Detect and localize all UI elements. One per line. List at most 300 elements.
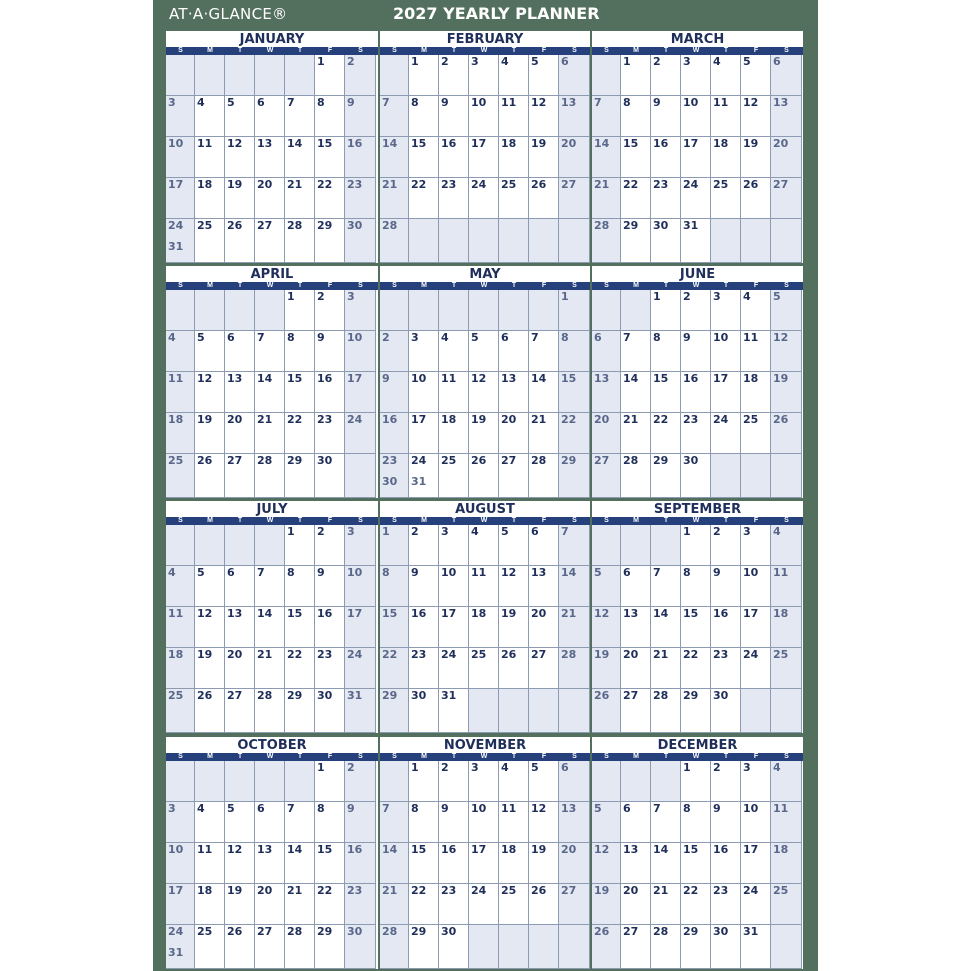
day-cell bbox=[409, 802, 439, 843]
day-number: 18 bbox=[441, 413, 457, 426]
day-cell bbox=[469, 566, 499, 607]
day-number: 17 bbox=[743, 607, 759, 620]
day-number: 16 bbox=[411, 607, 427, 620]
day-cell bbox=[166, 607, 195, 648]
day-number: 12 bbox=[531, 802, 547, 815]
day-number: 31 bbox=[168, 240, 184, 253]
day-number: 15 bbox=[683, 607, 699, 620]
day-number: 12 bbox=[743, 96, 759, 109]
day-cell bbox=[621, 607, 651, 648]
weekday-letter: T bbox=[511, 282, 517, 289]
day-cell bbox=[225, 566, 255, 607]
day-number: 19 bbox=[501, 607, 517, 620]
day-cell bbox=[621, 884, 651, 925]
day-number: 24 bbox=[347, 413, 363, 426]
weekday-letter: F bbox=[541, 753, 547, 760]
weekday-letter: S bbox=[358, 47, 363, 54]
day-number: 29 bbox=[317, 925, 333, 938]
day-number: 9 bbox=[382, 372, 390, 385]
day-number: 31 bbox=[411, 475, 427, 488]
day-number: 6 bbox=[561, 761, 569, 774]
day-cell bbox=[529, 290, 559, 331]
day-cell bbox=[529, 802, 559, 843]
day-number: 5 bbox=[743, 55, 751, 68]
day-number: 16 bbox=[347, 137, 363, 150]
day-number: 23 bbox=[441, 884, 457, 897]
day-cell bbox=[409, 454, 439, 498]
day-cell bbox=[255, 372, 285, 413]
day-cell bbox=[439, 843, 469, 884]
day-number: 30 bbox=[713, 689, 729, 702]
day-number: 2 bbox=[347, 761, 355, 774]
day-cell bbox=[711, 96, 741, 137]
day-number: 28 bbox=[653, 689, 669, 702]
day-number: 4 bbox=[773, 761, 781, 774]
day-number: 3 bbox=[471, 55, 479, 68]
day-number: 30 bbox=[382, 475, 398, 488]
day-number: 4 bbox=[471, 525, 479, 538]
day-number: 20 bbox=[561, 843, 577, 856]
weekday-header bbox=[166, 753, 378, 761]
day-cell bbox=[771, 761, 802, 802]
day-cell bbox=[285, 884, 315, 925]
day-number: 1 bbox=[317, 761, 325, 774]
weekday-letter: T bbox=[511, 47, 517, 54]
day-cell bbox=[345, 55, 376, 96]
day-number: 16 bbox=[347, 843, 363, 856]
day-cell bbox=[559, 689, 590, 733]
day-cell bbox=[469, 219, 499, 263]
day-cell bbox=[681, 925, 711, 969]
day-cell bbox=[529, 761, 559, 802]
day-number: 7 bbox=[653, 566, 661, 579]
day-number: 18 bbox=[773, 843, 789, 856]
day-cell bbox=[499, 802, 529, 843]
weekday-letter: W bbox=[266, 753, 274, 760]
day-number: 1 bbox=[561, 290, 569, 303]
weekday-letter: T bbox=[451, 47, 457, 54]
weekday-letter: F bbox=[327, 517, 333, 524]
day-number: 24 bbox=[411, 454, 427, 467]
day-cell bbox=[195, 607, 225, 648]
day-cell bbox=[345, 925, 376, 969]
weekday-letter: M bbox=[207, 47, 213, 54]
day-cell bbox=[651, 219, 681, 263]
day-number: 1 bbox=[287, 290, 295, 303]
day-cell bbox=[592, 566, 621, 607]
day-cell bbox=[771, 925, 802, 969]
month-name: MAY bbox=[469, 267, 501, 282]
day-cell bbox=[195, 525, 225, 566]
day-number: 29 bbox=[411, 925, 427, 938]
day-cell bbox=[771, 525, 802, 566]
weekday-letter: S bbox=[178, 47, 183, 54]
day-cell bbox=[771, 178, 802, 219]
day-cell bbox=[651, 689, 681, 733]
day-number: 5 bbox=[594, 566, 602, 579]
day-cell bbox=[681, 607, 711, 648]
day-number: 3 bbox=[713, 290, 721, 303]
weekday-letter: M bbox=[633, 517, 639, 524]
day-cell bbox=[439, 55, 469, 96]
day-cell bbox=[559, 178, 590, 219]
day-cell bbox=[621, 689, 651, 733]
day-cell bbox=[285, 178, 315, 219]
day-number: 31 bbox=[347, 689, 363, 702]
day-cell bbox=[499, 566, 529, 607]
day-cell bbox=[380, 525, 409, 566]
day-cell bbox=[651, 96, 681, 137]
day-number: 26 bbox=[531, 884, 547, 897]
day-cell bbox=[409, 925, 439, 969]
weekday-letter: T bbox=[723, 282, 729, 289]
day-number: 26 bbox=[594, 689, 610, 702]
weekday-letter: T bbox=[723, 753, 729, 760]
day-number: 2 bbox=[713, 525, 721, 538]
day-number: 22 bbox=[287, 413, 303, 426]
weekday-letter: F bbox=[327, 47, 333, 54]
day-cell bbox=[771, 55, 802, 96]
day-cell bbox=[529, 96, 559, 137]
day-number: 30 bbox=[653, 219, 669, 232]
day-number: 30 bbox=[347, 925, 363, 938]
day-number: 26 bbox=[471, 454, 487, 467]
day-cell bbox=[195, 219, 225, 263]
weekday-letter: T bbox=[451, 753, 457, 760]
day-cell bbox=[741, 178, 771, 219]
weekday-letter: S bbox=[178, 517, 183, 524]
weekday-letter: M bbox=[207, 517, 213, 524]
day-cell bbox=[711, 331, 741, 372]
day-number: 14 bbox=[287, 137, 303, 150]
day-number: 5 bbox=[471, 331, 479, 344]
day-cell bbox=[409, 689, 439, 733]
day-number: 15 bbox=[411, 843, 427, 856]
day-cell bbox=[380, 607, 409, 648]
day-number: 12 bbox=[594, 607, 610, 620]
day-cell bbox=[529, 413, 559, 454]
day-number: 1 bbox=[623, 55, 631, 68]
day-number: 26 bbox=[531, 178, 547, 191]
day-cell bbox=[499, 178, 529, 219]
day-number: 11 bbox=[501, 802, 517, 815]
day-number: 25 bbox=[471, 648, 487, 661]
day-number: 13 bbox=[561, 802, 577, 815]
day-cell bbox=[166, 55, 195, 96]
day-cell bbox=[225, 55, 255, 96]
day-number: 6 bbox=[257, 802, 265, 815]
day-cell bbox=[529, 884, 559, 925]
day-cell bbox=[559, 802, 590, 843]
day-cell bbox=[651, 843, 681, 884]
day-cell bbox=[529, 372, 559, 413]
day-number: 28 bbox=[382, 219, 398, 232]
day-number: 17 bbox=[743, 843, 759, 856]
day-cell bbox=[255, 689, 285, 733]
day-number: 27 bbox=[561, 884, 577, 897]
day-number: 15 bbox=[683, 843, 699, 856]
day-cell bbox=[285, 761, 315, 802]
day-cell bbox=[409, 525, 439, 566]
day-number: 4 bbox=[441, 331, 449, 344]
weekday-letter: S bbox=[784, 282, 789, 289]
day-number: 31 bbox=[441, 689, 457, 702]
day-cell bbox=[741, 55, 771, 96]
day-number: 15 bbox=[411, 137, 427, 150]
day-number: 1 bbox=[411, 55, 419, 68]
day-cell bbox=[592, 413, 621, 454]
day-cell bbox=[255, 607, 285, 648]
day-number: 3 bbox=[471, 761, 479, 774]
day-number: 22 bbox=[382, 648, 398, 661]
day-number: 26 bbox=[501, 648, 517, 661]
day-cell bbox=[592, 96, 621, 137]
planner-title: 2027 YEARLY PLANNER bbox=[393, 4, 600, 23]
day-cell bbox=[711, 648, 741, 689]
day-cell bbox=[469, 525, 499, 566]
day-number: 1 bbox=[287, 525, 295, 538]
day-cell bbox=[315, 290, 345, 331]
day-number: 10 bbox=[411, 372, 427, 385]
day-number: 30 bbox=[317, 454, 333, 467]
day-cell bbox=[681, 454, 711, 498]
day-number: 9 bbox=[713, 802, 721, 815]
day-cell bbox=[225, 802, 255, 843]
day-cell bbox=[711, 925, 741, 969]
day-number: 3 bbox=[411, 331, 419, 344]
day-cell bbox=[255, 566, 285, 607]
day-cell bbox=[469, 925, 499, 969]
day-cell bbox=[285, 219, 315, 263]
day-number: 15 bbox=[561, 372, 577, 385]
weekday-header bbox=[166, 517, 378, 525]
day-cell bbox=[651, 331, 681, 372]
day-number: 8 bbox=[683, 802, 691, 815]
weekday-letter: S bbox=[392, 47, 397, 54]
day-cell bbox=[681, 413, 711, 454]
day-number: 17 bbox=[168, 884, 184, 897]
day-cell bbox=[681, 525, 711, 566]
day-number: 21 bbox=[653, 884, 669, 897]
day-cell bbox=[439, 566, 469, 607]
day-number: 19 bbox=[531, 843, 547, 856]
month-may bbox=[380, 266, 590, 498]
day-cell bbox=[166, 566, 195, 607]
day-number: 10 bbox=[471, 802, 487, 815]
day-cell bbox=[315, 761, 345, 802]
day-number: 19 bbox=[531, 137, 547, 150]
day-number: 4 bbox=[713, 55, 721, 68]
day-number: 20 bbox=[623, 884, 639, 897]
day-cell bbox=[380, 566, 409, 607]
day-cell bbox=[255, 525, 285, 566]
day-cell bbox=[499, 96, 529, 137]
weekday-header bbox=[592, 47, 803, 55]
weekday-letter: M bbox=[421, 753, 427, 760]
day-cell bbox=[345, 137, 376, 178]
day-number: 27 bbox=[227, 689, 243, 702]
day-cell bbox=[711, 219, 741, 263]
day-number: 21 bbox=[287, 178, 303, 191]
day-cell bbox=[166, 413, 195, 454]
day-number: 4 bbox=[743, 290, 751, 303]
day-number: 13 bbox=[623, 607, 639, 620]
day-cell bbox=[345, 219, 376, 263]
day-number: 14 bbox=[531, 372, 547, 385]
day-cell bbox=[409, 96, 439, 137]
weekday-header bbox=[592, 753, 803, 761]
weekday-letter: M bbox=[421, 282, 427, 289]
day-number: 28 bbox=[257, 454, 273, 467]
day-number: 20 bbox=[257, 884, 273, 897]
day-number: 2 bbox=[411, 525, 419, 538]
day-number: 16 bbox=[653, 137, 669, 150]
day-number: 28 bbox=[531, 454, 547, 467]
day-number: 29 bbox=[561, 454, 577, 467]
day-number: 10 bbox=[743, 802, 759, 815]
day-cell bbox=[380, 884, 409, 925]
day-number: 5 bbox=[197, 566, 205, 579]
day-number: 13 bbox=[227, 607, 243, 620]
day-cell bbox=[771, 372, 802, 413]
day-cell bbox=[439, 96, 469, 137]
day-number: 2 bbox=[441, 761, 449, 774]
day-number: 19 bbox=[227, 884, 243, 897]
day-cell bbox=[315, 525, 345, 566]
day-cell bbox=[380, 843, 409, 884]
day-number: 30 bbox=[317, 689, 333, 702]
day-cell bbox=[285, 648, 315, 689]
day-cell bbox=[592, 372, 621, 413]
day-number: 6 bbox=[227, 566, 235, 579]
day-number: 2 bbox=[382, 331, 390, 344]
weekday-letter: S bbox=[604, 753, 609, 760]
day-cell bbox=[195, 331, 225, 372]
day-cell bbox=[529, 843, 559, 884]
day-cell bbox=[469, 413, 499, 454]
day-number: 12 bbox=[471, 372, 487, 385]
day-cell bbox=[499, 331, 529, 372]
weekday-letter: T bbox=[723, 47, 729, 54]
day-number: 15 bbox=[382, 607, 398, 620]
day-number: 2 bbox=[653, 55, 661, 68]
day-cell bbox=[195, 454, 225, 498]
day-number: 11 bbox=[197, 843, 213, 856]
day-cell bbox=[285, 566, 315, 607]
day-number: 29 bbox=[317, 219, 333, 232]
day-cell bbox=[255, 219, 285, 263]
month-name: NOVEMBER bbox=[443, 738, 527, 753]
day-number: 10 bbox=[347, 331, 363, 344]
day-cell bbox=[345, 372, 376, 413]
day-cell bbox=[592, 843, 621, 884]
day-cell bbox=[559, 55, 590, 96]
day-cell bbox=[771, 96, 802, 137]
weekday-letter: W bbox=[480, 282, 488, 289]
day-cell bbox=[255, 178, 285, 219]
day-cell bbox=[285, 137, 315, 178]
day-cell bbox=[285, 55, 315, 96]
day-number: 10 bbox=[683, 96, 699, 109]
weekday-letter: W bbox=[266, 282, 274, 289]
weekday-letter: T bbox=[237, 517, 243, 524]
day-cell bbox=[255, 331, 285, 372]
day-cell bbox=[315, 178, 345, 219]
day-cell bbox=[529, 454, 559, 498]
day-number: 1 bbox=[382, 525, 390, 538]
day-cell bbox=[559, 761, 590, 802]
day-cell bbox=[651, 884, 681, 925]
day-number: 11 bbox=[168, 607, 184, 620]
day-number: 21 bbox=[531, 413, 547, 426]
day-cell bbox=[771, 566, 802, 607]
months-grid bbox=[153, 0, 818, 971]
day-number: 9 bbox=[441, 802, 449, 815]
day-cell bbox=[315, 55, 345, 96]
day-cell bbox=[380, 689, 409, 733]
day-cell bbox=[499, 290, 529, 331]
weekday-header bbox=[166, 47, 378, 55]
day-number: 27 bbox=[227, 454, 243, 467]
day-number: 22 bbox=[411, 884, 427, 897]
day-cell bbox=[741, 648, 771, 689]
weekday-letter: W bbox=[692, 517, 700, 524]
day-number: 12 bbox=[197, 607, 213, 620]
day-cell bbox=[166, 884, 195, 925]
day-cell bbox=[651, 413, 681, 454]
day-number: 8 bbox=[287, 566, 295, 579]
day-number: 9 bbox=[713, 566, 721, 579]
day-cell bbox=[345, 843, 376, 884]
day-cell bbox=[195, 648, 225, 689]
day-cell bbox=[166, 525, 195, 566]
day-number: 10 bbox=[713, 331, 729, 344]
day-number: 25 bbox=[713, 178, 729, 191]
day-number: 20 bbox=[594, 413, 610, 426]
day-cell bbox=[621, 137, 651, 178]
day-cell bbox=[499, 607, 529, 648]
day-number: 29 bbox=[683, 689, 699, 702]
month-name: APRIL bbox=[250, 267, 294, 282]
weekday-letter: W bbox=[480, 47, 488, 54]
day-number: 16 bbox=[382, 413, 398, 426]
day-cell bbox=[315, 454, 345, 498]
day-cell bbox=[315, 331, 345, 372]
day-number: 7 bbox=[594, 96, 602, 109]
day-number: 6 bbox=[773, 55, 781, 68]
day-number: 9 bbox=[683, 331, 691, 344]
weekday-header bbox=[380, 517, 590, 525]
day-number: 22 bbox=[653, 413, 669, 426]
day-cell bbox=[711, 55, 741, 96]
day-cell bbox=[195, 566, 225, 607]
day-cell bbox=[380, 290, 409, 331]
day-cell bbox=[166, 689, 195, 733]
day-number: 7 bbox=[382, 802, 390, 815]
day-number: 22 bbox=[683, 884, 699, 897]
day-number: 31 bbox=[168, 946, 184, 959]
day-number: 10 bbox=[441, 566, 457, 579]
day-cell bbox=[621, 413, 651, 454]
day-number: 3 bbox=[347, 290, 355, 303]
day-number: 22 bbox=[287, 648, 303, 661]
day-number: 11 bbox=[713, 96, 729, 109]
day-number: 3 bbox=[441, 525, 449, 538]
day-cell bbox=[469, 372, 499, 413]
day-cell bbox=[681, 689, 711, 733]
day-number: 9 bbox=[441, 96, 449, 109]
day-cell bbox=[225, 137, 255, 178]
